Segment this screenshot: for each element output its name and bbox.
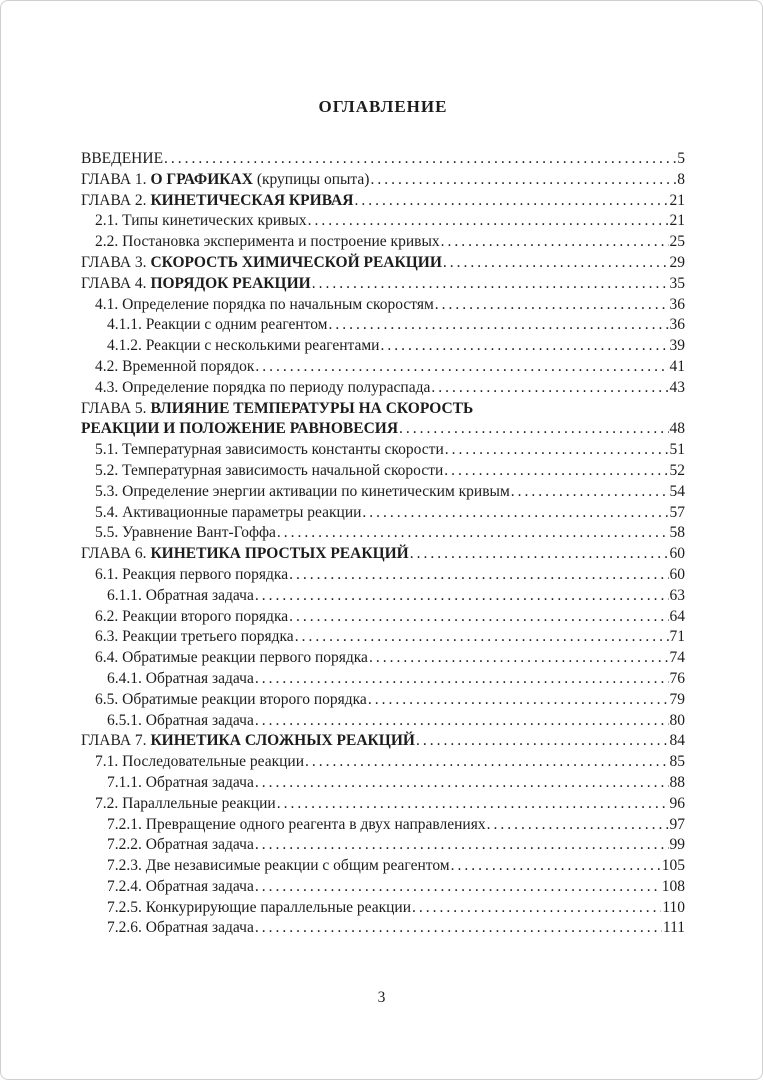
toc-entry: [81, 627, 685, 648]
toc-entry-label: 7.1.1. Обратная задача: [107, 773, 254, 791]
toc-entry-page: 52: [669, 461, 685, 479]
toc-entry: [81, 274, 685, 295]
toc-entry-page: 64: [669, 607, 685, 625]
dot-leader: [255, 669, 669, 690]
dot-leader: [431, 378, 668, 399]
dot-leader: [255, 357, 668, 378]
toc-entry-page: 88: [669, 773, 685, 791]
toc-entry-label: 4.1.2. Реакции с несколькими реагентами: [107, 337, 380, 355]
toc-entry: [81, 544, 685, 565]
toc-entry-label: 7.2. Параллельные реакции: [95, 794, 276, 812]
toc-entry: [81, 856, 685, 877]
toc-entry-page: 41: [669, 357, 685, 375]
page-number: 3: [377, 989, 386, 1006]
toc-entry-page: 48: [669, 420, 685, 438]
dot-leader: [410, 544, 669, 565]
toc-entry-page: 29: [669, 253, 685, 271]
dot-leader: [451, 856, 661, 877]
toc-entry-label: 2.2. Постановка эксперимента и построение кривых: [95, 233, 440, 251]
dot-leader: [370, 170, 676, 191]
toc-entry-page: 84: [669, 732, 685, 750]
dot-leader: [277, 794, 669, 815]
toc-entry-label: РЕАКЦИИ И ПОЛОЖЕНИЕ РАВНОВЕСИЯ: [81, 420, 399, 438]
toc-entry: [81, 482, 685, 503]
dot-leader: [277, 523, 669, 544]
dot-leader: [380, 336, 668, 357]
toc-entry-page: 58: [669, 524, 685, 542]
toc-entry-page: 63: [669, 586, 685, 604]
toc-entry-label: 6.5. Обратимые реакции второго порядка: [95, 690, 367, 708]
toc-entry: [81, 731, 685, 752]
toc-entry-page: 79: [669, 690, 685, 708]
dot-leader: [445, 440, 669, 461]
toc-entry: [81, 523, 685, 544]
dot-leader: [312, 274, 669, 295]
toc-entry-page: 108: [661, 877, 685, 895]
toc-entry-page: 5: [677, 150, 685, 167]
toc-entry: [81, 315, 685, 336]
toc-entry-label: 4.2. Временной порядок: [95, 357, 255, 375]
dot-leader: [416, 731, 669, 752]
toc-entry-page: 105: [661, 857, 685, 875]
toc-entry-label: ГЛАВА 7. КИНЕТИКА СЛОЖНЫХ РЕАКЦИЙ: [81, 732, 415, 750]
toc-entry-label: 6.4. Обратимые реакции первого порядка: [95, 649, 368, 667]
toc-entry-label: 6.3. Реакции третьего порядка: [95, 628, 294, 646]
toc-entry-label: 6.1.1. Обратная задача: [107, 586, 254, 604]
toc-entry: [81, 399, 685, 420]
toc-entry-page: 60: [669, 565, 685, 583]
toc-entry: [81, 295, 685, 316]
dot-leader: [444, 461, 668, 482]
dot-leader: [369, 648, 669, 669]
toc-entry-label: 5.4. Активационные параметры реакции: [95, 503, 362, 521]
toc-entry-label: ГЛАВА 4. ПОРЯДОК РЕАКЦИИ: [81, 274, 311, 292]
toc-entry-label: 7.2.4. Обратная задача: [107, 877, 254, 895]
toc-entry: [81, 918, 685, 939]
toc-entry-page: 35: [669, 274, 685, 292]
dot-leader: [511, 482, 669, 503]
dot-leader: [255, 835, 669, 856]
toc-entry-page: 21: [669, 191, 685, 209]
dot-leader: [354, 191, 668, 212]
toc-entry-label: ГЛАВА 2. КИНЕТИЧЕСКАЯ КРИВАЯ: [81, 191, 354, 209]
dot-leader: [305, 752, 668, 773]
toc-entry-label: 5.5. Уравнение Вант-Гоффа: [95, 524, 276, 542]
toc-entry: [81, 773, 685, 794]
toc-entry: [81, 835, 685, 856]
toc-entry: [81, 669, 685, 690]
toc-entry-label: 6.4.1. Обратная задача: [107, 669, 254, 687]
toc-entry-page: 51: [669, 441, 685, 459]
toc-entry-label: ГЛАВА 1. О ГРАФИКАХ (крупицы опыта): [81, 170, 370, 188]
toc-entry: [81, 877, 685, 898]
toc-entry-label: 4.1.1. Реакции с одним реагентом: [107, 316, 328, 334]
toc-entry-label: ГЛАВА 6. КИНЕТИКА ПРОСТЫХ РЕАКЦИЙ: [81, 545, 409, 563]
toc-entry-label: 6.2. Реакции второго порядка: [95, 607, 289, 625]
toc-entry-page: 8: [677, 170, 685, 188]
dot-leader: [255, 711, 669, 732]
toc-entry: [81, 378, 685, 399]
toc-entry-label: 4.1. Определение порядка по начальным скоростям: [95, 295, 434, 313]
toc-entry-page: 111: [662, 919, 685, 937]
dot-leader: [255, 877, 661, 898]
toc-entry: [81, 149, 685, 170]
dot-leader: [289, 607, 668, 628]
toc-entry: [81, 419, 685, 440]
dot-leader: [487, 815, 669, 836]
toc-entry-label: 7.2.6. Обратная задача: [107, 919, 254, 937]
toc-entry-page: 97: [669, 815, 685, 833]
toc-entry: [81, 232, 685, 253]
toc-entry-page: 74: [669, 649, 685, 667]
toc-entry-label: ГЛАВА 5. ВЛИЯНИЕ ТЕМПЕРАТУРЫ НА СКОРОСТЬ: [81, 399, 474, 417]
toc-entry-page: 25: [669, 233, 685, 251]
dot-leader: [255, 586, 669, 607]
toc-entry: [81, 211, 685, 232]
toc-entry-label: 5.3. Определение энергии активации по кинетическим кривым: [95, 482, 510, 500]
toc-entry-page: 80: [669, 711, 685, 729]
toc-entry: [81, 794, 685, 815]
toc-entry-page: 54: [669, 482, 685, 500]
toc-entry-page: 36: [669, 295, 685, 313]
toc-entry: [81, 440, 685, 461]
dot-leader: [164, 149, 676, 170]
toc-entry: [81, 690, 685, 711]
dot-leader: [328, 315, 668, 336]
toc-entry-page: 43: [669, 378, 685, 396]
toc-entry-page: 36: [669, 316, 685, 334]
dot-leader: [295, 627, 669, 648]
toc-entry: [81, 898, 685, 919]
toc-entry-page: 71: [669, 628, 685, 646]
toc-entry-page: 96: [669, 794, 685, 812]
toc-entry-page: 57: [669, 503, 685, 521]
toc-entry: [81, 752, 685, 773]
dot-leader: [399, 419, 668, 440]
dot-leader: [289, 565, 668, 586]
toc-entry-label: 6.1. Реакция первого порядка: [95, 565, 289, 583]
page-title: ОГЛАВЛЕНИЕ: [318, 97, 448, 116]
toc-entry: [81, 461, 685, 482]
toc-entry: [81, 253, 685, 274]
toc-entry-page: 85: [669, 753, 685, 771]
toc-entry-label: 4.3. Определение порядка по периоду полураспада: [95, 378, 431, 396]
toc-entry-label: 7.2.5. Конкурирующие параллельные реакции: [107, 898, 411, 916]
dot-leader: [435, 295, 669, 316]
toc-entry-page: 39: [669, 337, 685, 355]
dot-leader: [368, 690, 669, 711]
toc-list: [81, 149, 685, 939]
toc-entry-label: 6.5.1. Обратная задача: [107, 711, 254, 729]
toc-entry-page: 110: [662, 898, 685, 916]
dot-leader: [443, 253, 669, 274]
toc-entry: [81, 503, 685, 524]
toc-entry: [81, 711, 685, 732]
dot-leader: [412, 898, 661, 919]
toc-entry: [81, 357, 685, 378]
toc-entry-label: 5.1. Температурная зависимость константы скорости: [95, 441, 444, 459]
toc-entry-label: ВВЕДЕНИЕ: [81, 150, 164, 167]
toc-entry-label: 7.1. Последовательные реакции: [95, 753, 305, 771]
dot-leader: [308, 211, 669, 232]
dot-leader: [255, 773, 669, 794]
toc-entry-label: 7.2.3. Две независимые реакции с общим реагентом: [107, 857, 450, 875]
toc-entry: [81, 607, 685, 628]
dot-leader: [362, 503, 668, 524]
toc-entry-page: 21: [669, 212, 685, 230]
toc-entry: [81, 336, 685, 357]
toc-entry-label: 5.2. Температурная зависимость начальной скорости: [95, 461, 444, 479]
toc-entry: [81, 170, 685, 191]
toc-entry-page: 76: [669, 669, 685, 687]
toc-entry: [81, 565, 685, 586]
toc-entry: [81, 191, 685, 212]
toc-entry-label: ГЛАВА 3. СКОРОСТЬ ХИМИЧЕСКОЙ РЕАКЦИИ: [81, 253, 442, 271]
dot-leader: [255, 918, 662, 939]
toc-entry-page: 60: [669, 545, 685, 563]
dot-leader: [441, 232, 669, 253]
toc-entry-page: 99: [669, 836, 685, 854]
toc-entry-label: 7.2.1. Превращение одного реагента в двух направлениях: [107, 815, 486, 833]
toc-entry-label: 7.2.2. Обратная задача: [107, 836, 254, 854]
toc-entry-label: 2.1. Типы кинетических кривых: [95, 212, 307, 230]
toc-entry: [81, 586, 685, 607]
toc-entry: [81, 648, 685, 669]
toc-entry: [81, 815, 685, 836]
